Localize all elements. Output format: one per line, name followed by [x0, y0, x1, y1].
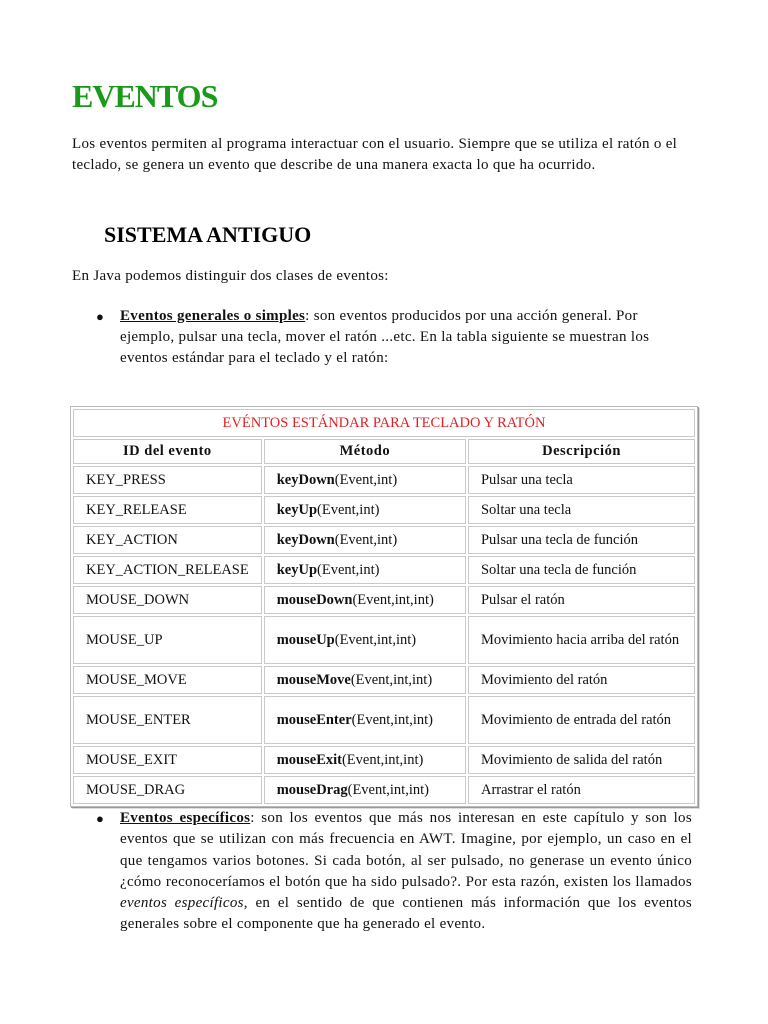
cell-method: mouseDown(Event,int,int) [264, 586, 466, 614]
table-row [73, 696, 695, 744]
intro-paragraph: Los eventos permiten al programa interactuar con el usuario. Siempre que se utiliza el ratón o el teclado, se genera un evento que describe de una manera exacta lo que ha ocurrido. [72, 136, 678, 173]
cell-method: keyUp(Event,int) [264, 556, 466, 584]
table-row [73, 666, 695, 694]
cell-id: MOUSE_ENTER [73, 696, 262, 744]
bullet-icon: ● [96, 309, 104, 324]
cell-description: Movimiento del ratón [468, 666, 695, 694]
section-intro: En Java podemos distinguir dos clases de eventos: [72, 268, 389, 284]
table-row [73, 586, 695, 614]
term-specific-events: Eventos específicos [120, 810, 251, 826]
bullet-specific-events: Eventos específicos: son los eventos que más nos interesan en este capítulo y son los eventos que se utilizan con más frecuencia en AWT. Imagine, por ejemplo, un caso en el que tengamos varios botones. Si cada botón, al ser pulsado, no generase un evento único ¿cómo reconoceríamos el botón que ha sido pulsado?. Por esta razón, existen los llamados eventos específicos, en el sentido de que contienen más información que los eventos generales sobre el componente que ha generado el evento. [120, 810, 692, 933]
table-row [73, 746, 695, 774]
events-table [70, 406, 698, 807]
cell-description: Pulsar una tecla [468, 466, 695, 494]
cell-description: Movimiento de salida del ratón [468, 746, 695, 774]
table-row [73, 526, 695, 554]
table-row [73, 496, 695, 524]
cell-method: mouseExit(Event,int,int) [264, 746, 466, 774]
cell-method: mouseEnter(Event,int,int) [264, 696, 466, 744]
header-description: Descripción [468, 439, 695, 464]
cell-description: Pulsar una tecla de función [468, 526, 695, 554]
cell-description: Movimiento hacia arriba del ratón [468, 616, 695, 664]
cell-id: KEY_PRESS [73, 466, 262, 494]
term-general-events: Eventos generales o simples [120, 308, 306, 324]
cell-id: MOUSE_EXIT [73, 746, 262, 774]
cell-description: Soltar una tecla [468, 496, 695, 524]
table-caption: EVÉNTOS ESTÁNDAR PARA TECLADO Y RATÓN [73, 409, 695, 437]
table-row [73, 466, 695, 494]
cell-description: Arrastrar el ratón [468, 776, 695, 804]
cell-method: mouseDrag(Event,int,int) [264, 776, 466, 804]
bullet-icon: ● [96, 811, 104, 826]
cell-id: MOUSE_MOVE [73, 666, 262, 694]
cell-description: Pulsar el ratón [468, 586, 695, 614]
bullet-general-events [120, 306, 692, 369]
cell-description: Movimiento de entrada del ratón [468, 696, 695, 744]
cell-id: MOUSE_DOWN [73, 586, 262, 614]
cell-method: keyDown(Event,int) [264, 466, 466, 494]
table-row [73, 616, 695, 664]
header-method: Método [264, 439, 466, 464]
cell-id: MOUSE_UP [73, 616, 262, 664]
page-title: EVENTOS [72, 78, 218, 114]
section-title: SISTEMA ANTIGUO [104, 222, 312, 247]
cell-id: KEY_RELEASE [73, 496, 262, 524]
cell-id: KEY_ACTION [73, 526, 262, 554]
italic-term: eventos específicos [120, 895, 244, 912]
table-row [73, 556, 695, 584]
header-id: ID del evento [73, 439, 262, 464]
cell-method: keyUp(Event,int) [264, 496, 466, 524]
table-row [73, 776, 695, 804]
cell-method: keyDown(Event,int) [264, 526, 466, 554]
cell-id: MOUSE_DRAG [73, 776, 262, 804]
cell-id: KEY_ACTION_RELEASE [73, 556, 262, 584]
cell-method: mouseUp(Event,int,int) [264, 616, 466, 664]
cell-description: Soltar una tecla de función [468, 556, 695, 584]
bullet-general-text: : son eventos producidos por una acción general. Por ejemplo, pulsar una tecla, mover el ratón ...etc. En la tabla siguiente se muestran los eventos estándar para el teclado y el ratón: [120, 308, 650, 366]
cell-method: mouseMove(Event,int,int) [264, 666, 466, 694]
